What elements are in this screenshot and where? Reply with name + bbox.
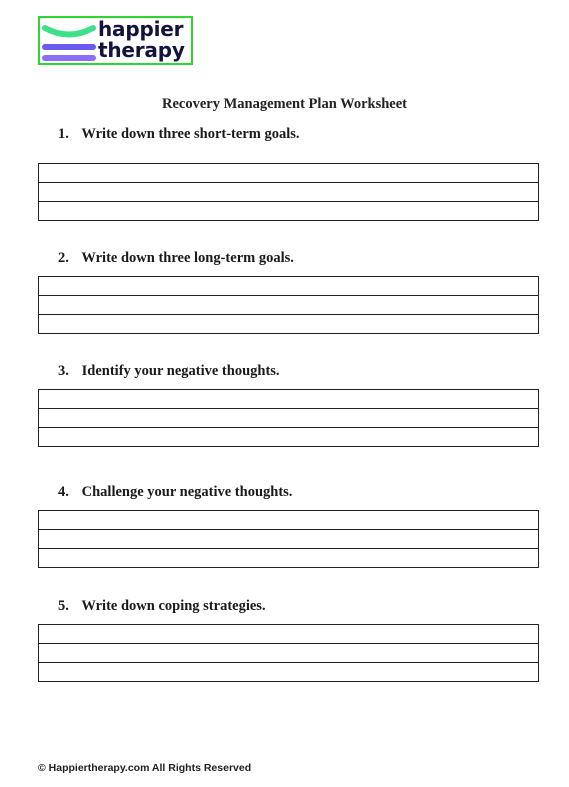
question-text: Identify your negative thoughts. (81, 363, 280, 379)
answer-table-1 (38, 163, 539, 221)
answer-line[interactable] (39, 296, 539, 315)
answer-line[interactable] (39, 511, 539, 530)
answer-table-4 (38, 510, 539, 568)
happier-therapy-logo (38, 16, 193, 65)
logo-line-2: therapy (98, 38, 185, 62)
worksheet-title: Recovery Management Plan Worksheet (162, 96, 407, 112)
question-number: 4. (58, 484, 69, 500)
answer-line[interactable] (39, 390, 539, 409)
answer-line[interactable] (39, 428, 539, 447)
logo-line-1: happier (98, 17, 184, 41)
question-number: 2. (58, 250, 69, 266)
question-number: 5. (58, 598, 69, 614)
answer-line[interactable] (39, 644, 539, 663)
answer-line[interactable] (39, 549, 539, 568)
question-text: Challenge your negative thoughts. (81, 484, 293, 500)
question-number: 1. (58, 126, 69, 142)
copyright-footer: © Happiertherapy.com All Rights Reserved (38, 762, 252, 774)
answer-line[interactable] (39, 164, 539, 183)
answer-line[interactable] (39, 183, 539, 202)
question-4 (58, 484, 292, 501)
answer-line[interactable] (39, 277, 539, 296)
logo-wordmark (98, 19, 185, 61)
wave-lines-icon (42, 21, 96, 63)
answer-line[interactable] (39, 409, 539, 428)
question-text: Write down three short-term goals. (81, 126, 300, 142)
answer-line[interactable] (39, 530, 539, 549)
answer-line[interactable] (39, 202, 539, 221)
answer-table-2 (38, 276, 539, 334)
answer-table-3 (38, 389, 539, 447)
answer-line[interactable] (39, 663, 539, 682)
answer-line[interactable] (39, 315, 539, 334)
question-text: Write down three long-term goals. (81, 250, 294, 266)
question-2 (58, 250, 294, 267)
answer-line[interactable] (39, 625, 539, 644)
question-1 (58, 126, 300, 143)
answer-table-5 (38, 624, 539, 682)
question-5 (58, 598, 266, 615)
question-3 (58, 363, 280, 380)
question-number: 3. (58, 363, 69, 379)
question-text: Write down coping strategies. (81, 598, 266, 614)
